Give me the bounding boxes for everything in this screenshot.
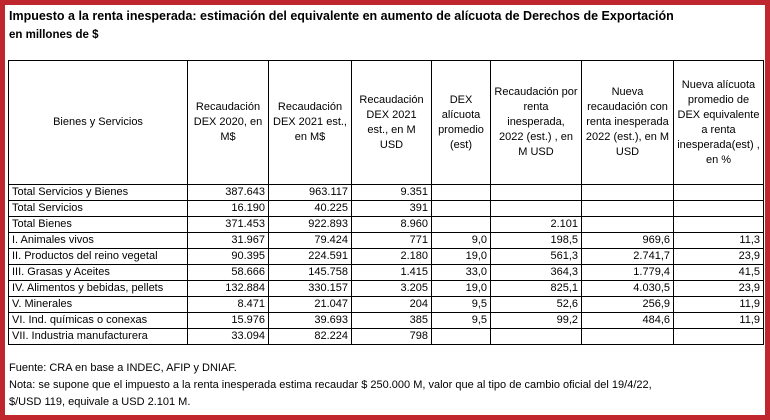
assumption-note-line-2: $/USD 119, equivale a USD 2.101 M. bbox=[9, 396, 191, 408]
table-cell bbox=[491, 329, 582, 345]
row-label: Total Bienes bbox=[9, 217, 188, 233]
table-cell: 33.094 bbox=[188, 329, 269, 345]
table-cell: 90.395 bbox=[188, 249, 269, 265]
table-cell: 771 bbox=[352, 233, 432, 249]
column-header: Recaudación por renta inesperada, 2022 (est.) , en M USD bbox=[491, 61, 582, 185]
table-row bbox=[9, 217, 764, 233]
row-label: VII. Industria manufacturera bbox=[9, 329, 188, 345]
row-label: IV. Alimentos y bebidas, pellets bbox=[9, 281, 188, 297]
table-cell: 798 bbox=[352, 329, 432, 345]
table-cell: 371.453 bbox=[188, 217, 269, 233]
table-cell: 8.960 bbox=[352, 217, 432, 233]
table-cell: 2.180 bbox=[352, 249, 432, 265]
table-cell: 484,6 bbox=[582, 313, 674, 329]
row-label: Total Servicios bbox=[9, 201, 188, 217]
table-cell: 33,0 bbox=[432, 265, 491, 281]
table-cell bbox=[432, 185, 491, 201]
table-row bbox=[9, 313, 764, 329]
table-cell: 1.779,4 bbox=[582, 265, 674, 281]
table-cell bbox=[432, 217, 491, 233]
page-subtitle: en millones de $ bbox=[9, 29, 99, 41]
table-cell: 11,9 bbox=[674, 313, 764, 329]
table-cell: 11,3 bbox=[674, 233, 764, 249]
table-cell: 41,5 bbox=[674, 265, 764, 281]
row-label: I. Animales vivos bbox=[9, 233, 188, 249]
table-cell bbox=[674, 201, 764, 217]
table-cell: 52,6 bbox=[491, 297, 582, 313]
table-cell: 1.415 bbox=[352, 265, 432, 281]
table-cell: 9,5 bbox=[432, 313, 491, 329]
table-cell: 963.117 bbox=[269, 185, 352, 201]
source-note: Fuente: CRA en base a INDEC, AFIP y DNIAF. bbox=[9, 362, 237, 374]
table-row bbox=[9, 297, 764, 313]
table-cell: 99,2 bbox=[491, 313, 582, 329]
table-cell: 3.205 bbox=[352, 281, 432, 297]
table-cell: 391 bbox=[352, 201, 432, 217]
table-cell: 23,9 bbox=[674, 281, 764, 297]
column-header: Nueva alícuota promedio de DEX equivalente a renta inesperada(est) , en % bbox=[674, 61, 764, 185]
table-cell bbox=[582, 329, 674, 345]
column-header: DEX alícuota promedio (est) bbox=[432, 61, 491, 185]
table-cell: 561,3 bbox=[491, 249, 582, 265]
table-cell: 9.351 bbox=[352, 185, 432, 201]
table-cell bbox=[582, 185, 674, 201]
table-cell: 8.471 bbox=[188, 297, 269, 313]
table-cell: 387.643 bbox=[188, 185, 269, 201]
table-cell: 922.893 bbox=[269, 217, 352, 233]
table-cell: 198,5 bbox=[491, 233, 582, 249]
table-cell: 39.693 bbox=[269, 313, 352, 329]
table-cell: 969,6 bbox=[582, 233, 674, 249]
table-cell: 256,9 bbox=[582, 297, 674, 313]
table-cell: 145.758 bbox=[269, 265, 352, 281]
table-cell: 16.190 bbox=[188, 201, 269, 217]
table-cell: 132.884 bbox=[188, 281, 269, 297]
table-cell bbox=[674, 329, 764, 345]
table-cell: 23,9 bbox=[674, 249, 764, 265]
table-cell bbox=[582, 217, 674, 233]
table-cell: 330.157 bbox=[269, 281, 352, 297]
table-row bbox=[9, 329, 764, 345]
table-cell: 79.424 bbox=[269, 233, 352, 249]
header-row bbox=[9, 61, 764, 185]
table-cell: 4.030,5 bbox=[582, 281, 674, 297]
table-cell: 82.224 bbox=[269, 329, 352, 345]
row-label: VI. Ind. químicas o conexas bbox=[9, 313, 188, 329]
row-label: III. Grasas y Aceites bbox=[9, 265, 188, 281]
column-header: Recaudación DEX 2020, en M$ bbox=[188, 61, 269, 185]
table-cell bbox=[674, 185, 764, 201]
table-cell: 9,5 bbox=[432, 297, 491, 313]
table-row bbox=[9, 265, 764, 281]
table-cell: 15.976 bbox=[188, 313, 269, 329]
table-cell bbox=[582, 201, 674, 217]
table-row bbox=[9, 281, 764, 297]
table-cell: 825,1 bbox=[491, 281, 582, 297]
table-row bbox=[9, 201, 764, 217]
row-label: Total Servicios y Bienes bbox=[9, 185, 188, 201]
table-cell: 58.666 bbox=[188, 265, 269, 281]
table-cell: 40.225 bbox=[269, 201, 352, 217]
table-row bbox=[9, 233, 764, 249]
table-cell bbox=[491, 201, 582, 217]
table-cell: 224.591 bbox=[269, 249, 352, 265]
table-cell bbox=[491, 185, 582, 201]
table-cell bbox=[432, 201, 491, 217]
table-cell: 19,0 bbox=[432, 249, 491, 265]
table-cell: 11,9 bbox=[674, 297, 764, 313]
table-cell: 31.967 bbox=[188, 233, 269, 249]
table-cell: 385 bbox=[352, 313, 432, 329]
row-label: V. Minerales bbox=[9, 297, 188, 313]
table-cell: 204 bbox=[352, 297, 432, 313]
table-cell bbox=[674, 217, 764, 233]
table-row bbox=[9, 249, 764, 265]
assumption-note-line-1: Nota: se supone que el impuesto a la renta inesperada estima recaudar $ 250.000 M, valor que al tipo de cambio oficial del 19/4/22, bbox=[9, 379, 652, 391]
data-table bbox=[8, 60, 764, 345]
column-header: Recaudación DEX 2021 est., en M USD bbox=[352, 61, 432, 185]
table-cell: 364,3 bbox=[491, 265, 582, 281]
row-label: II. Productos del reino vegetal bbox=[9, 249, 188, 265]
page-title: Impuesto a la renta inesperada: estimación del equivalente en aumento de alícuota de Derechos de Exportación bbox=[9, 9, 674, 23]
column-header: Recaudación DEX 2021 est., en M$ bbox=[269, 61, 352, 185]
column-header: Bienes y Servicios bbox=[9, 61, 188, 185]
table-row bbox=[9, 185, 764, 201]
table-cell: 21.047 bbox=[269, 297, 352, 313]
table-cell: 2.101 bbox=[491, 217, 582, 233]
table-cell: 2.741,7 bbox=[582, 249, 674, 265]
table-cell: 9,0 bbox=[432, 233, 491, 249]
footnotes bbox=[9, 360, 764, 411]
column-header: Nueva recaudación con renta inesperada 2022 (est.), en M USD bbox=[582, 61, 674, 185]
table-body bbox=[9, 185, 764, 345]
table-cell bbox=[432, 329, 491, 345]
table-cell: 19,0 bbox=[432, 281, 491, 297]
